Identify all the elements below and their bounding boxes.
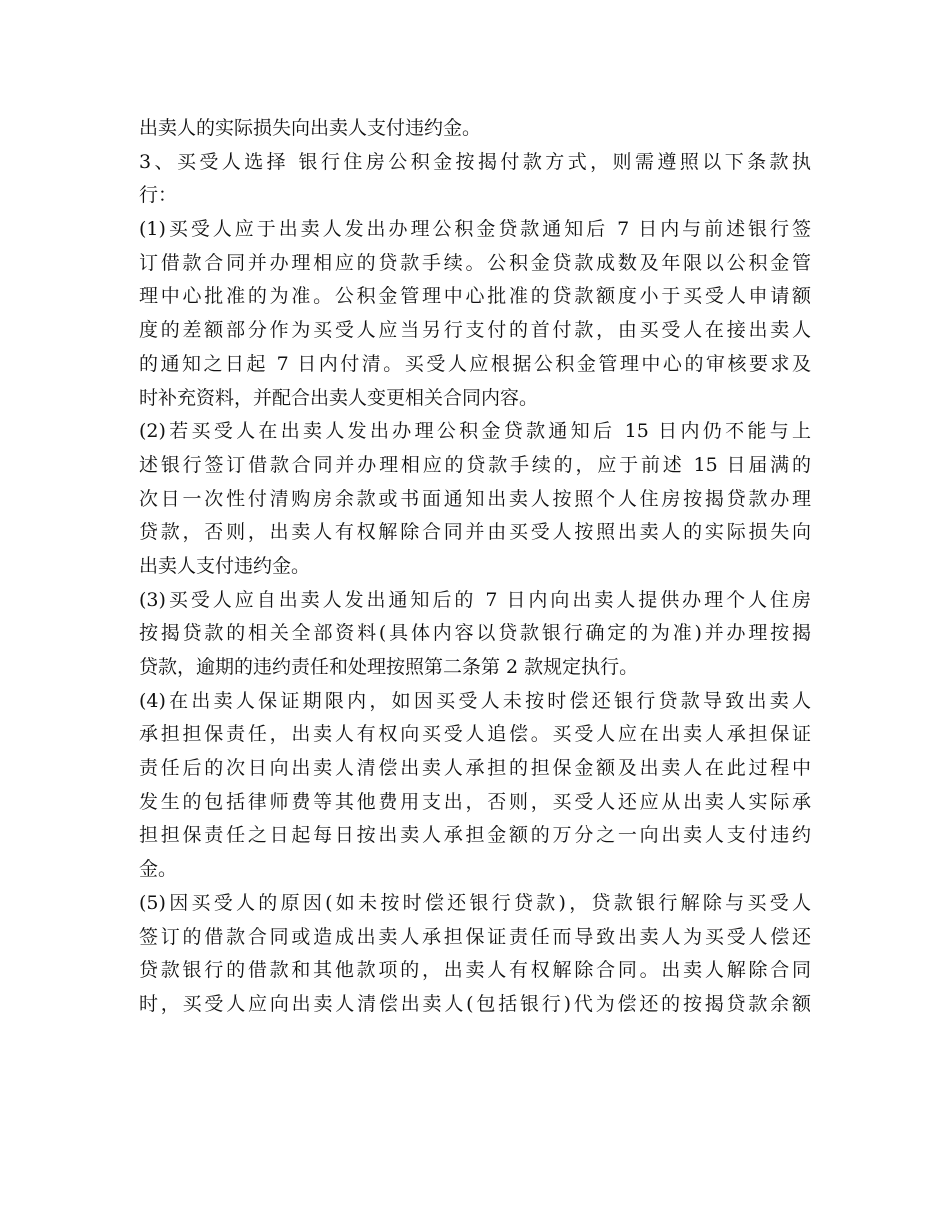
text-line: 贷款，否则，出卖人有权解除合同并由买受人按照出卖人的实际损失向 [139, 521, 811, 544]
text-line: 担担保责任之日起每日按出卖人承担金额的万分之一向出卖人支付违约 [139, 824, 811, 847]
text-line: (3)买受人应自出卖人发出通知后的 7 日内向出卖人提供办理个人住房 [139, 588, 811, 611]
text-line: 的通知之日起 7 日内付清。买受人应根据公积金管理中心的审核要求及 [139, 352, 811, 375]
text-line: 时，买受人应向出卖人清偿出卖人(包括银行)代为偿还的按揭贷款余额 [139, 992, 811, 1015]
document-body-text [139, 112, 811, 1022]
text-line: 贷款，逾期的违约责任和处理按照第二条第 2 款规定执行。 [139, 656, 639, 678]
text-line: 次日一次性付清购房余款或书面通知出卖人按照个人住房按揭贷款办理 [139, 487, 811, 510]
text-line: 金。 [139, 858, 178, 881]
text-line: 行： [139, 184, 178, 207]
text-line: (4)在出卖人保证期限内，如因买受人未按时偿还银行贷款导致出卖人 [139, 689, 811, 712]
text-line: 出卖人的实际损失向出卖人支付违约金。 [139, 117, 482, 139]
text-line: 贷款银行的借款和其他款项的，出卖人有权解除合同。出卖人解除合同 [139, 959, 811, 982]
text-line: 3、买受人选择 银行住房公积金按揭付款方式，则需遵照以下条款执 [139, 150, 811, 173]
text-line: 责任后的次日向出卖人清偿出卖人承担的担保金额及出卖人在此过程中 [139, 757, 811, 780]
text-line: 发生的包括律师费等其他费用支出，否则，买受人还应从出卖人实际承 [139, 790, 811, 813]
text-line: 时补充资料，并配合出卖人变更相关合同内容。 [139, 386, 539, 409]
text-line: 度的差额部分作为买受人应当另行支付的首付款，由买受人在接出卖人 [139, 319, 811, 342]
text-line: 出卖人支付违约金。 [139, 554, 311, 577]
text-line: 理中心批准的为准。公积金管理中心批准的贷款额度小于买受人申请额 [139, 285, 811, 308]
text-line: 按揭贷款的相关全部资料(具体内容以贷款银行确定的为准)并办理按揭 [139, 622, 811, 645]
text-line: (2)若买受人在出卖人发出办理公积金贷款通知后 15 日内仍不能与上 [139, 420, 811, 443]
text-line: 订借款合同并办理相应的贷款手续。公积金贷款成数及年限以公积金管 [139, 251, 811, 274]
text-line: 承担担保责任，出卖人有权向买受人追偿。买受人应在出卖人承担保证 [139, 723, 811, 746]
text-line: (5)因买受人的原因(如未按时偿还银行贷款)，贷款银行解除与买受人 [139, 891, 811, 914]
text-line: 述银行签订借款合同并办理相应的贷款手续的，应于前述 15 日届满的 [139, 453, 811, 476]
text-line: (1)买受人应于出卖人发出办理公积金贷款通知后 7 日内与前述银行签 [139, 218, 811, 241]
text-line: 签订的借款合同或造成出卖人承担保证责任而导致出卖人为买受人偿还 [139, 925, 811, 948]
